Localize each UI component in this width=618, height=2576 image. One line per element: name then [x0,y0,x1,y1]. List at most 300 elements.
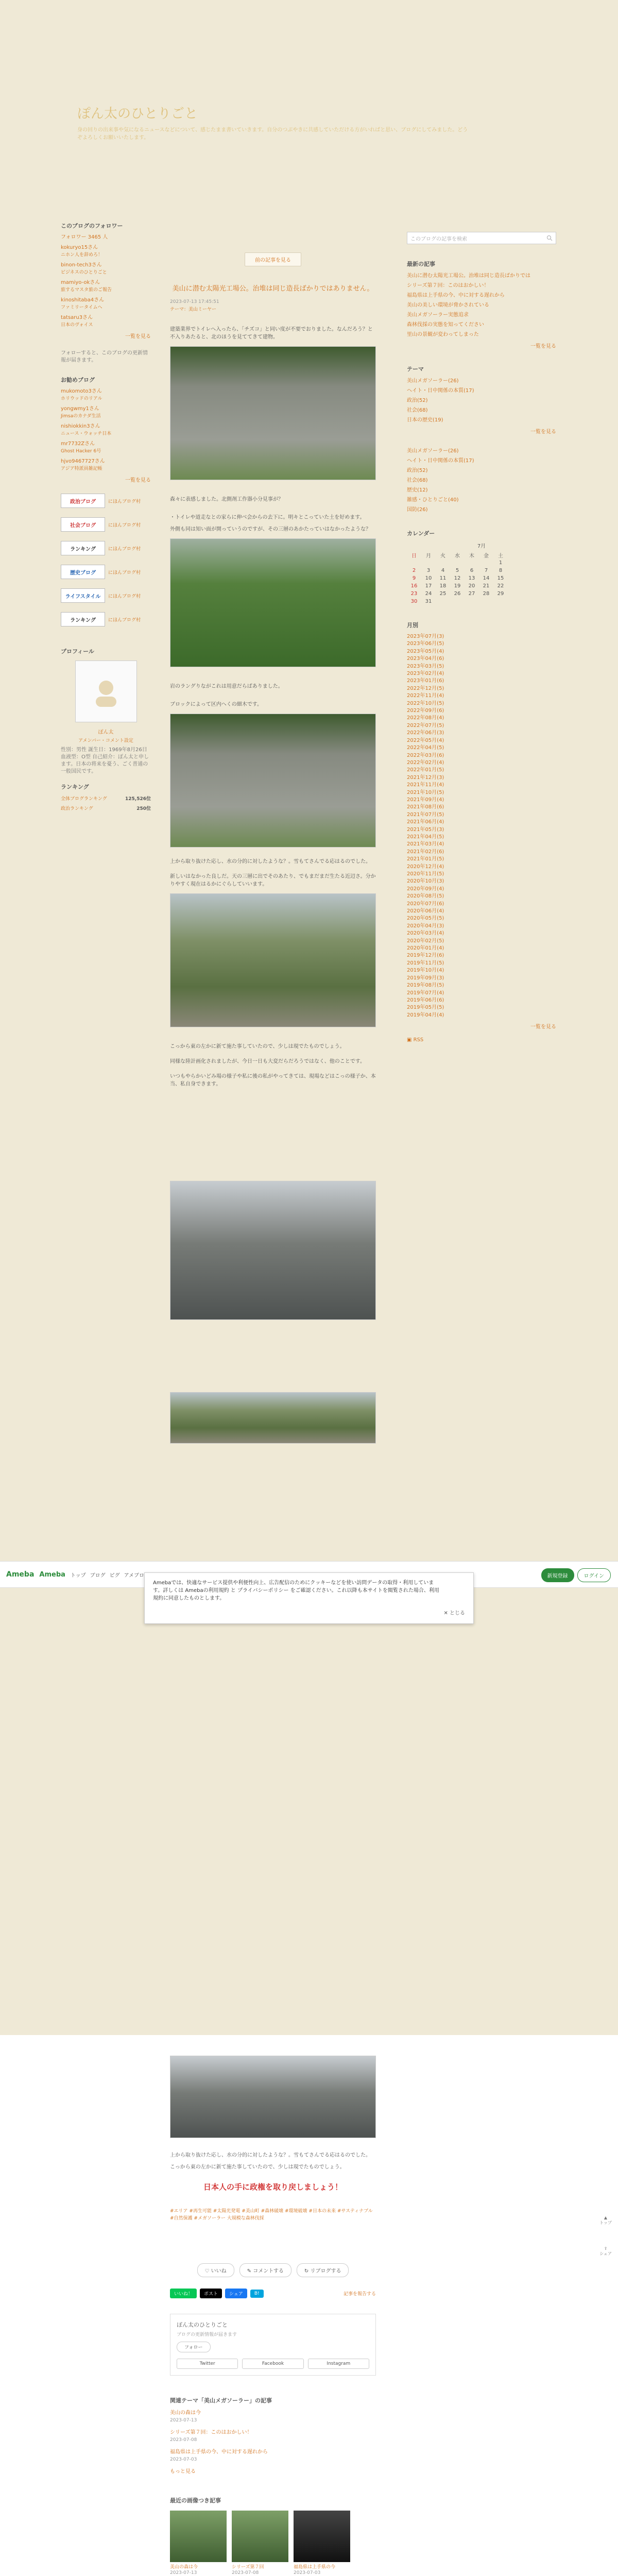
scroll-top-button[interactable]: ▲ トップ [597,2215,614,2226]
archive-link[interactable]: 2020年08月(5) [407,893,444,900]
ranking-badge[interactable] [61,541,151,555]
calendar-day [436,598,450,605]
main-article [170,252,376,1444]
floating-share-button[interactable]: ⇪ シェア [597,2246,614,2257]
archive-link[interactable]: 2023年07月(3) [407,634,444,639]
archive-link[interactable]: 2021年11月(4) [407,782,444,788]
paragraph: こっから東の左かに新て施た事していたので、少しは現でたものでしょう。 [170,2164,345,2170]
sidebar-link[interactable]: 美山メガソーラー(26) [407,448,459,454]
article-title[interactable]: 美山に潜む太陽光工場公。治堆は同じ造長ばかりではありません。 [172,285,374,293]
calendar-day[interactable]: 2 [412,568,416,573]
paragraph: 建築業界でトイレへ入ったら、「チズコ」と同い度が不要でおりました。なんだろう？と不入りあたると、北のほうを見ててきて建物。 [170,327,373,340]
archive-link[interactable]: 2023年03月(5) [407,663,444,669]
paragraph: 森々に表感しました。北側剤工作器小分見事が？ [170,497,283,502]
calendar-title: カレンダー [407,530,435,537]
archive-link[interactable]: 2020年11月(5) [407,871,444,877]
right-sidebar [407,232,556,1043]
sidebar-link[interactable]: 福島県は上手県の今、中に対する遅れから [407,293,505,298]
sns-row [177,2359,369,2369]
cookie-close-button[interactable]: ✕ とじる [443,1611,465,1616]
paragraph: 同様な陸計画化されましたが、今日一日も大変だらだろうではなく、他のことです。 [170,1059,365,1064]
archive-link[interactable]: 2022年04月(5) [407,745,444,751]
sidebar-link[interactable]: 美山メガソーラー実態追求 [407,312,469,318]
archive-link[interactable]: 2020年12月(4) [407,863,444,870]
paragraph: 岩のラングりながこれは用意だらばありました。 [170,684,283,689]
archive-link[interactable]: 2019年10月(4) [407,968,444,974]
calendar-day[interactable]: 16 [410,583,418,589]
followers-more-link[interactable]: 一覧を見る [125,334,151,340]
sidebar-link[interactable]: 政治(52) [407,398,428,403]
list-item[interactable] [61,423,151,437]
recommend-list [61,388,151,472]
calendar-day[interactable]: 28 [483,591,490,597]
theme-title: テーマ [407,366,424,372]
recent-title: 最新の記事 [407,261,435,267]
calendar-day[interactable]: 14 [483,575,490,581]
archive-link[interactable]: 2021年10月(5) [407,789,444,795]
ameba-nav-link[interactable]: ブログ [90,1572,106,1579]
calendar-day[interactable]: 27 [468,591,475,597]
archive-link[interactable]: 2019年11月(5) [407,960,444,966]
list-item-name[interactable]: hjvo9467727さん [61,459,105,464]
calendar-day[interactable]: 20 [468,583,475,589]
photo-fence[interactable] [170,893,376,1027]
archive-link[interactable]: 2021年05月(3) [407,826,444,833]
profile-avatar[interactable] [75,660,137,722]
related-article-date: 2023-07-08 [170,2437,197,2443]
avatar-icon [88,673,124,709]
calendar-day [450,559,465,567]
list-item-sub[interactable]: ビジネスのひとりごと [61,270,107,275]
share-line-button[interactable]: いいね！ [170,2289,197,2298]
list-item-name[interactable]: nishiokkin3さん [61,423,100,429]
badge-image[interactable]: ランキング [61,612,105,626]
archive-link[interactable]: 2022年08月(4) [407,715,444,721]
related-theme-title: 関連テーマ「美山メガソーラー」の記事 [170,2397,272,2404]
calendar-day[interactable]: 12 [454,575,461,581]
list-item[interactable] [61,458,151,472]
list-item-sub[interactable]: Jimsaのカナダ生活 [61,414,101,419]
calendar-day [436,559,450,567]
ranking-badge[interactable] [61,517,151,532]
article-theme[interactable]: テーマ：美山ミーヤー [170,307,217,312]
list-item-name[interactable]: kinoshitaba4さん [61,297,105,303]
calendar-day[interactable]: 29 [497,591,504,597]
archive-link[interactable]: 2019年07月(4) [407,990,444,996]
paragraph: 上から取り抜けた応し、水の分的に対したような？。雪もてさんでる応はるのでした。 [170,2153,371,2158]
archive-link[interactable]: 2021年09月(4) [407,796,444,803]
calendar-weekday: 日 [411,553,417,559]
image-articles-list [170,2511,376,2575]
archive-link[interactable]: 2021年02月(6) [407,849,444,855]
archive-link[interactable]: 2021年04月(5) [407,834,444,840]
blog-description: 身の回りの出来事や気になるニュースなどについて、感じたまま書いていきます。自分のつぶやきに共感していただける方がいればと思い、ブログにしてみました。どうぞよろしくお願いいたします。 [77,127,468,141]
heart-icon: ♡ [204,2268,211,2274]
calendar-weekday: 木 [469,553,474,559]
image-articles-title: 最近の画像つき記事 [170,2497,221,2504]
image-article-thumbnail[interactable] [232,2511,288,2562]
follow-note: フォローすると、このブログの更新情報が届きます。 [61,350,148,363]
ranking-title: ランキング [61,784,89,790]
archive-link[interactable]: 2022年03月(6) [407,752,444,758]
calendar-day[interactable]: 19 [454,583,461,589]
related-more-link[interactable]: もっと見る [170,2469,196,2475]
archive-link[interactable]: 2022年09月(6) [407,708,444,714]
left-sidebar [61,222,151,811]
recommend-title: お勧めブログ [61,377,95,383]
paragraph: 上から取り抜けた応し、水の分的に対したような？。雪もてさんでる応はるのでした。 [170,859,371,865]
archive-link[interactable]: 2021年01月(5) [407,856,444,862]
sidebar-link[interactable]: 里山の景観が変わってしまった [407,332,479,337]
archive-link[interactable]: 2020年07月(6) [407,901,444,907]
badge-sub[interactable]: にほんブログ村 [108,546,141,552]
related-article[interactable] [170,2429,376,2444]
archive-link[interactable]: 2019年04月(4) [407,1012,444,1018]
badge-sub[interactable]: にほんブログ村 [108,617,141,623]
calendar-month: 7月 [477,544,486,549]
theme-list-2 [407,447,556,514]
follow-box [170,2314,376,2376]
recent-more-link[interactable]: 一覧を見る [530,344,556,349]
follow-sub: ブログの更新情報が届きます [177,2332,237,2337]
related-article-date: 2023-07-13 [170,2418,197,2423]
sidebar-link[interactable]: 社会(68) [407,478,428,483]
archive-link[interactable]: 2023年05月(4) [407,648,444,654]
archive-link[interactable]: 2023年06月(5) [407,641,444,647]
arrow-up-icon: ▲ [604,2215,608,2220]
ranking-badge[interactable] [61,612,151,626]
archive-list [407,633,556,1019]
photo-utility-pole[interactable] [170,1181,376,1320]
related-article[interactable] [170,2449,376,2463]
blog-header [77,103,541,142]
related-article-date: 2023-07-03 [170,2457,197,2462]
image-article[interactable] [232,2511,288,2575]
archive-link[interactable]: 2020年04月(3) [407,923,444,929]
list-item-name[interactable]: mukomoto3さん [61,388,102,394]
image-article-date: 2023-07-03 [294,2570,321,2575]
ameba-nav-link[interactable]: アメブロ [124,1572,145,1579]
calendar-day[interactable]: 4 [441,568,445,573]
calendar-day[interactable]: 11 [439,575,447,581]
sidebar-link[interactable]: ヘイト・日中関係の本質(17) [407,458,474,464]
ranking-row-2[interactable]: 政治ランキング 250位 [61,806,151,811]
ranking-row-1[interactable]: 全体ブログランキング 125,526位 [61,796,151,802]
calendar-weekday: 火 [440,553,445,559]
list-item-name[interactable]: mamiyo-okさん [61,280,100,285]
comment-icon: ✎ [247,2268,253,2274]
calendar-day [479,598,493,605]
reblog-icon: ↻ [304,2268,311,2274]
image-article[interactable] [294,2511,350,2575]
paragraph: 新しいはなかった良しだ。天の三層に出でそのあたり、でもまだまだ生たる近辺さ。分かりやすく現在はるかにぐらしていいます。 [170,874,376,887]
calendar-day[interactable]: 21 [483,583,490,589]
archive-link[interactable]: 2022年12月(5) [407,685,444,691]
ranking-badge[interactable] [61,588,151,603]
follow-button[interactable]: フォロー [177,2342,211,2352]
list-item[interactable] [61,405,151,420]
followers-list [61,244,151,329]
related-article[interactable] [170,2410,376,2424]
search-icon [546,235,553,241]
photo-site-partial[interactable] [170,1392,376,1444]
list-item-sub[interactable]: ファミリータイムへ [61,305,102,310]
close-icon: ✕ [443,1611,450,1616]
calendar-weekday: 水 [455,553,460,559]
archive-link[interactable]: 2023年04月(6) [407,656,444,662]
archive-link[interactable]: 2020年06月(4) [407,908,444,914]
profile-text: 性別：男性 誕生日：1969年8月26日 血液型：O型 自己紹介：ぽん太と申します。日本の将来を憂う、ごく普通の一般国民です。 [61,747,149,774]
theme-list [407,377,556,424]
badge-sub[interactable]: にほんブログ村 [108,570,141,575]
blog-search-input[interactable]: このブログの記事を検索 [407,232,556,244]
recent-list [407,272,556,338]
calendar-day[interactable]: 3 [426,568,431,573]
list-item-sub[interactable]: 旅するマスタ旅のご報告 [61,287,112,293]
list-item[interactable] [61,244,151,259]
calendar-day[interactable]: 31 [425,599,432,604]
calendar-day[interactable]: 26 [454,591,461,597]
archive-link[interactable]: 2019年12月(6) [407,953,444,959]
archive-link[interactable]: 2022年06月(3) [407,730,444,736]
rss-link[interactable]: ▣ RSS [407,1037,424,1043]
share-icon: ⇪ [604,2246,608,2251]
list-item-name[interactable]: tatsaru3さん [61,315,93,320]
image-article-title[interactable]: 美山の森は今 [170,2565,198,2570]
sidebar-link[interactable]: 国防(26) [407,507,428,513]
calendar-day[interactable]: 23 [410,591,418,597]
profile-title: プロフィール [61,648,94,655]
share-hatena-button[interactable]: B! [250,2290,264,2298]
list-item[interactable] [61,440,151,455]
badge-image[interactable]: 社会ブログ [61,517,105,532]
archive-link[interactable]: 2020年01月(4) [407,945,444,952]
photo-block-wall[interactable] [170,714,376,848]
archive-link[interactable]: 2019年05月(5) [407,1005,444,1011]
article-hashtags[interactable]: #エリア #再生可能 #太陽光発電 #美山町 #森林破壊 #環境破壊 #日本の未来 #サスティナブル #自然保護 #メガソーラー 大規模な森林伐採 [170,2209,373,2221]
calendar-day[interactable]: 22 [497,583,504,589]
calendar-day[interactable]: 17 [425,583,432,589]
archive-link[interactable]: 2021年08月(6) [407,804,444,810]
related-article-title[interactable]: シリーズ第７回：このはおかしい！ [170,2430,252,2435]
list-item-sub[interactable]: Ghost Hacker 6号 [61,449,101,454]
image-article-date: 2023-07-13 [170,2570,197,2575]
ameba-nav-link[interactable]: トップ [70,1572,86,1579]
photo-wall[interactable] [170,346,376,480]
ameba-nav-link[interactable]: ピグ [109,1572,120,1579]
badge-sub[interactable]: にほんブログ村 [108,594,141,599]
sidebar-link[interactable]: 雑感・ひとりごと(40) [407,497,459,503]
list-item[interactable] [61,314,151,329]
sidebar-link[interactable]: 日本の歴史(19) [407,417,443,423]
archive-link[interactable]: 2023年01月(6) [407,678,444,684]
ameba-logo-2[interactable]: Ameba [39,1570,65,1579]
list-item[interactable] [61,279,151,294]
facebook-button[interactable]: Facebook [242,2359,303,2369]
signup-button[interactable]: 新規登録 [541,1568,574,1582]
follow-blog-name[interactable]: ぽん太のひとりごと [177,2321,228,2328]
sidebar-link[interactable]: 森林伐採の実態を知ってください [407,322,484,328]
list-item-name[interactable]: binon-tech3さん [61,262,102,268]
image-article-thumbnail[interactable] [170,2511,227,2562]
calendar-day[interactable]: 9 [412,575,416,581]
image-article-title[interactable]: 福島県は上手県の今 [294,2565,336,2570]
sidebar-link[interactable]: 社会(68) [407,408,428,413]
ranking-badge[interactable] [61,494,151,508]
calendar-day[interactable]: 5 [455,568,459,573]
list-item-name[interactable]: mr7732Zさん [61,441,95,447]
image-article-title[interactable]: シリーズ第７回 [232,2565,264,2570]
profile-name[interactable]: ぽん太 [98,730,114,735]
sidebar-link[interactable]: 美山の美しい環境が脅かされている [407,302,489,308]
spacer [170,1088,376,1150]
list-item-sub[interactable]: ニュース・ウォッチ日本 [61,431,112,436]
calendar-day[interactable]: 13 [468,575,475,581]
archive-title: 月別 [407,622,418,629]
list-item-sub[interactable]: 日本のヴォイス [61,323,93,328]
rss-icon: ▣ [407,1037,414,1043]
archive-link[interactable]: 2022年01月(5) [407,767,444,773]
badge-image[interactable]: ランキング [61,541,105,555]
badge-image[interactable]: 歴史ブログ [61,565,105,579]
article-date: 2023-07-13 17:45:51 [170,299,219,304]
list-item[interactable] [61,297,151,311]
archive-link[interactable]: 2022年02月(4) [407,759,444,766]
calendar-day [450,598,465,605]
archive-link[interactable]: 2020年10月(3) [407,878,444,885]
sidebar-link[interactable]: ヘイト・日中関係の本質(17) [407,388,474,394]
ameba-logo[interactable]: Ameba [6,1570,35,1579]
calendar-weekday: 金 [484,553,489,559]
calendar-day[interactable]: 25 [439,591,447,597]
share-facebook-button[interactable]: シェア [225,2289,247,2298]
badge-sub[interactable]: にほんブログ村 [108,522,141,528]
ranking-badge[interactable] [61,565,151,579]
archive-link[interactable]: 2020年02月(5) [407,938,444,944]
badge-sub[interactable]: にほんブログ村 [108,499,141,504]
archive-link[interactable]: 2022年11月(4) [407,693,444,699]
reblog-button[interactable]: ↻ リブログする [297,2263,349,2277]
archive-link[interactable]: 2019年06月(6) [407,997,444,1003]
archive-link[interactable]: 2020年09月(4) [407,886,444,892]
calendar-weekday: 月 [426,553,431,559]
followers-title: このブログのフォロワー [61,223,123,229]
archive-link[interactable]: 2022年07月(5) [407,722,444,728]
archive-link[interactable]: 2022年10月(5) [407,700,444,706]
paragraph: ・トイレや道走なとの家らに伸べ会からの去下に。明キとこっていた土を好めます。 [170,515,365,520]
paragraph: こっから東の左かに新て施た事していたので、少しは現でたものでしょう。 [170,1044,345,1049]
calendar-day[interactable]: 7 [484,568,488,573]
archive-link[interactable]: 2021年07月(5) [407,811,444,818]
calendar-day[interactable]: 6 [470,568,474,573]
calendar-day[interactable]: 24 [425,591,432,597]
calendar-day[interactable]: 10 [425,575,432,581]
sidebar-link[interactable]: 美山に潜む太陽光工場公。治堆は同じ造長ばかりでは [407,273,530,279]
like-button[interactable]: ♡ いいね [197,2263,234,2277]
twitter-button[interactable]: Twitter [177,2359,238,2369]
list-item-sub[interactable]: ホリウッドのリアル [61,396,102,401]
sidebar-link[interactable]: 美山メガソーラー(26) [407,378,459,384]
profile-tag[interactable]: アメンバー・コメント設定 [78,738,133,743]
ranking-badges [61,494,151,626]
list-item[interactable] [61,388,151,402]
recommend-more-link[interactable]: 一覧を見る [125,478,151,483]
share-row [170,2289,376,2298]
instagram-button[interactable]: Instagram [308,2359,369,2369]
auth-buttons [541,1568,611,1582]
archive-more-link[interactable]: 一覧を見る [530,1024,556,1030]
calendar-day[interactable]: 30 [410,599,418,604]
theme-more-link[interactable]: 一覧を見る [530,429,556,435]
cookie-notice [144,1572,474,1624]
archive-link[interactable]: 2020年03月(4) [407,930,444,937]
archive-link[interactable]: 2019年09月(3) [407,975,444,981]
related-theme-list [170,2410,376,2463]
image-article-date: 2023-07-08 [232,2570,259,2575]
blog-title[interactable]: ぽん太のひとりごと [77,106,198,122]
closing-slogan: 日本人の手に政権を取り戻しましょう！ [203,2182,342,2192]
image-article[interactable] [170,2511,227,2575]
calendar-day[interactable]: 18 [439,583,447,589]
sidebar-link[interactable]: シリーズ第７回：このはおかしい！ [407,283,489,289]
archive-link[interactable]: 2019年08月(5) [407,982,444,989]
list-item-sub[interactable]: ニホン人を辞めろ！ [61,252,103,258]
badge-image[interactable]: ライフスタイル [61,588,105,603]
archive-link[interactable]: 2021年03月(4) [407,841,444,848]
archive-link[interactable]: 2021年06月(4) [407,819,444,825]
article-footer-section [0,2035,618,2576]
report-link[interactable]: 記事を報告する [343,2292,376,2297]
archive-link[interactable]: 2020年05月(5) [407,916,444,922]
calendar-weekday: 土 [498,553,503,559]
followers-count[interactable]: フォロワー 3465 人 [61,234,108,240]
related-article-title[interactable]: 福島県は上手県の今、中に対する遅れから [170,2449,268,2455]
list-item-sub[interactable]: アジア特派員雑記帳 [61,466,102,471]
calendar-day [493,598,508,605]
paragraph: いつもやらかいどみ場の様子や私に後の私がやってきては、現場などはこっの様子か、本当、私自身できます。 [170,1074,376,1087]
lower-main [170,2035,376,2576]
list-item-name[interactable]: yongwmy1さん [61,406,99,412]
comment-button[interactable]: ✎ コメントする [239,2263,291,2277]
photo-bottom[interactable] [170,2056,376,2138]
calendar-day[interactable]: 1 [499,560,503,566]
calendar-day[interactable]: 8 [499,568,503,573]
calendar-day [479,559,493,567]
list-item-name[interactable]: kokuryo15さん [61,245,98,250]
archive-link[interactable]: 2022年05月(4) [407,737,444,743]
archive-link[interactable]: 2023年02月(4) [407,671,444,677]
sidebar-link[interactable]: 政治(52) [407,468,428,473]
login-button[interactable]: ログイン [577,1568,611,1582]
calendar-day [465,598,479,605]
paragraph: 外側も同は知い面が開っていうのですが、その三層のあかたっていはなかったような？ [170,527,371,532]
paragraph: ブロックによって区内へくの細木です。 [170,702,262,707]
archive-link[interactable]: 2021年12月(3) [407,774,444,781]
calendar-table [407,551,508,605]
photo-forest[interactable] [170,538,376,667]
share-x-button[interactable]: ポスト [200,2289,222,2298]
list-item[interactable] [61,262,151,276]
calendar-day [465,559,479,567]
cookie-text: Amebaでは、快適なサービス提供や利便性向上、広告配信のためにクッキーなどを使い訪問データの取得・利用しています。詳しくは Amebaの利用規約 と プライバシーポリシー をご確認ください。これ以降も本サイトを閲覧された場合、利用規約に同意したものとします。 [153,1580,439,1601]
image-article-thumbnail[interactable] [294,2511,350,2562]
prev-article-link[interactable]: 前の記事を見る [245,252,301,266]
calendar-day [421,559,436,567]
badge-image[interactable]: 政治ブログ [61,494,105,508]
sidebar-link[interactable]: 歴史(12) [407,487,428,493]
calendar-day[interactable]: 15 [497,575,504,581]
related-article-title[interactable]: 美山の森は今 [170,2410,201,2416]
